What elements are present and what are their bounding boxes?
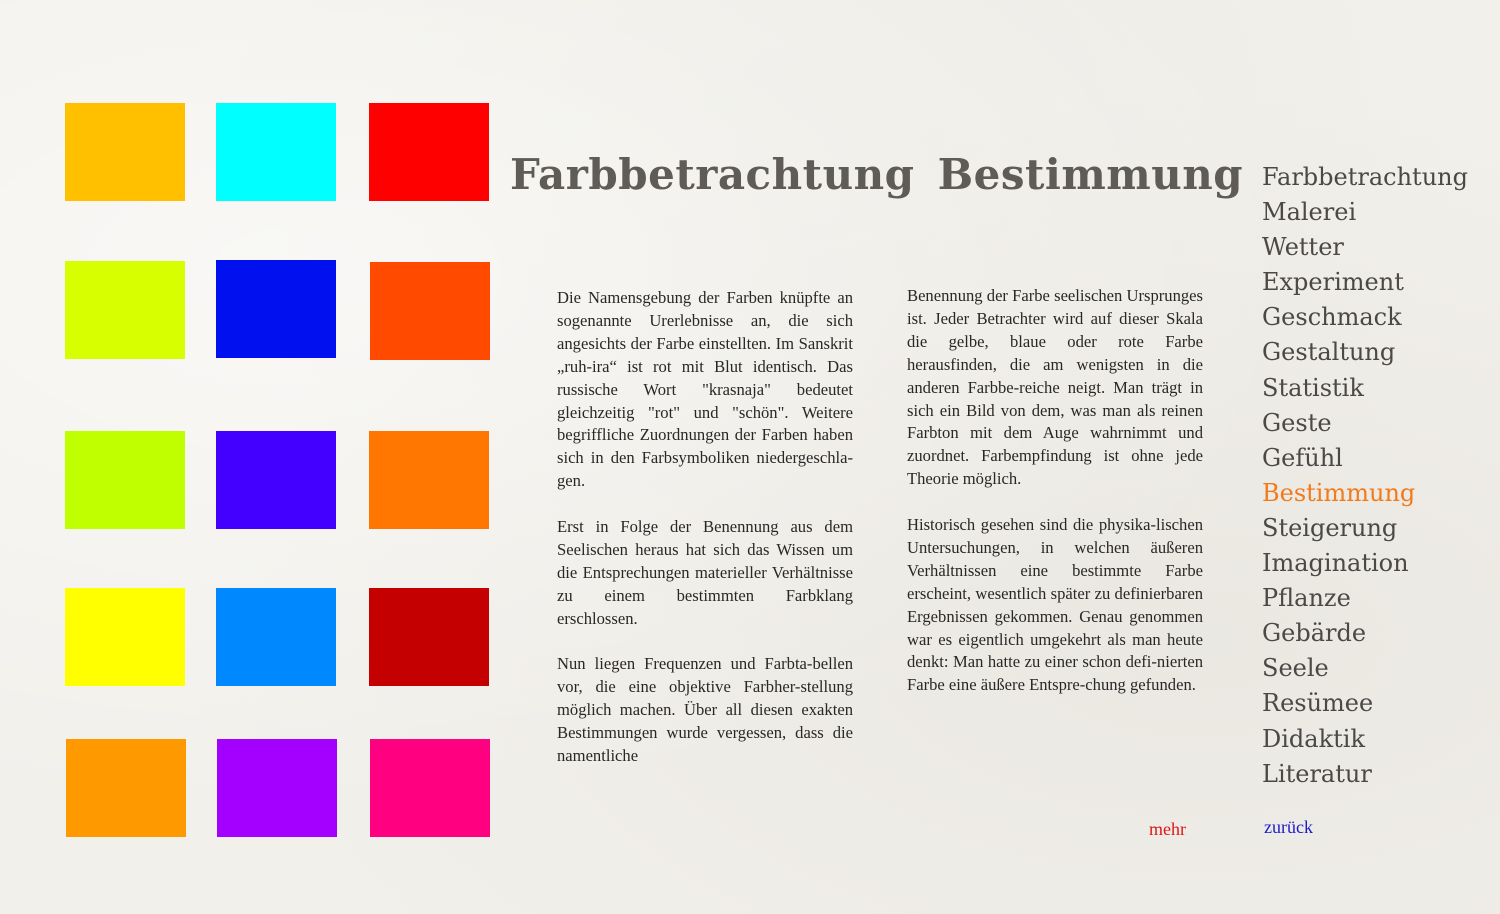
color-swatch <box>66 739 186 837</box>
color-swatch <box>216 103 336 201</box>
more-link[interactable]: mehr <box>1149 819 1186 839</box>
text-column-left <box>557 287 853 791</box>
color-swatch <box>369 103 489 201</box>
color-swatch <box>216 588 336 686</box>
nav-item-didaktik[interactable]: Didaktik <box>1262 724 1365 753</box>
color-swatch <box>217 739 337 837</box>
paragraph: Nun liegen Frequenzen und Farbta-bellen vor, die eine objektive Farbher-stellung möglich machen. Über all diesen exakten Bestimmungen wurde vergessen, dass die namentliche <box>557 654 853 766</box>
nav-item-gestaltung[interactable]: Gestaltung <box>1262 338 1396 367</box>
paragraph: Erst in Folge der Benennung aus dem Seelischen heraus hat sich das Wissen um die Entsprechungen materieller Verhältnisse zu einem bestimmten Farbklang erschlossen. <box>557 517 853 628</box>
nav-item-seele[interactable]: Seele <box>1262 654 1329 683</box>
color-swatch <box>369 431 489 529</box>
nav-item-experiment[interactable]: Experiment <box>1262 268 1404 297</box>
nav-item-bestimmung[interactable]: Bestimmung <box>1262 478 1416 507</box>
nav-item-geschmack[interactable]: Geschmack <box>1262 303 1402 332</box>
color-swatch <box>65 103 185 201</box>
nav-item-farbbetrachtung[interactable]: Farbbetrachtung <box>1262 163 1468 191</box>
color-swatch <box>216 431 336 529</box>
color-swatch <box>216 260 336 358</box>
nav-item-wetter[interactable]: Wetter <box>1262 233 1344 262</box>
nav-item-steigerung[interactable]: Steigerung <box>1262 513 1398 542</box>
nav-item-malerei[interactable]: Malerei <box>1262 198 1357 227</box>
nav-item-gebaerde[interactable]: Gebärde <box>1262 619 1367 648</box>
back-link[interactable]: zurück <box>1264 817 1313 837</box>
color-swatch <box>65 431 185 529</box>
nav-item-gefuehl[interactable]: Gefühl <box>1262 443 1343 472</box>
nav-item-statistik[interactable]: Statistik <box>1262 373 1364 402</box>
nav-item-geste[interactable]: Geste <box>1262 408 1332 437</box>
color-swatch <box>369 588 489 686</box>
side-navigation <box>1262 160 1468 792</box>
color-swatch <box>370 739 490 837</box>
text-column-right <box>907 285 1203 720</box>
nav-item-literatur[interactable]: Literatur <box>1262 759 1372 788</box>
page-title: Farbbetrachtung Bestimmung <box>510 150 1244 199</box>
color-swatch <box>65 261 185 359</box>
nav-item-pflanze[interactable]: Pflanze <box>1262 584 1351 613</box>
nav-item-resuemee[interactable]: Resümee <box>1262 689 1374 718</box>
paragraph: Die Namensgebung der Farben knüpfte an sogenannte Urerlebnisse an, die sich angesichts der Farbe einstellten. Im Sanskrit „ruh-ira“ ist rot mit Blut identisch. Das russische Wort "krasnaja" bedeutet gleichzeitig "rot" und "schön". Weitere begriffliche Zuordnungen der Farben haben sich in den Farbsymboliken niedergeschla-gen. <box>557 288 853 491</box>
paragraph: Historisch gesehen sind die physika-lischen Untersuchungen, in welchen äußeren Verhältnissen eine bestimmte Farbe erscheint, wesentlich später zu definierbaren Ergebnissen gekommen. Genau genommen war es eigentlich umgekehrt als man heute denkt: Man hatte zu einer schon defi-nierten Farbe eine äußere Entspre-chung gefunden. <box>907 515 1203 695</box>
color-swatch <box>370 262 490 360</box>
nav-item-imagination[interactable]: Imagination <box>1262 549 1409 578</box>
color-swatch <box>65 588 185 686</box>
paragraph: Benennung der Farbe seelischen Ursprunges ist. Jeder Betrachter wird auf dieser Skala die gelbe, blaue oder rote Farbe herausfinden, die am wenigsten in die anderen Farbbe-reiche neigt. Man trägt in sich ein Bild von dem, was man als reinen Farbton mit dem Auge wahrnimmt und zuordnet. Farbempfindung ist ohne jede Theorie möglich. <box>907 286 1203 489</box>
